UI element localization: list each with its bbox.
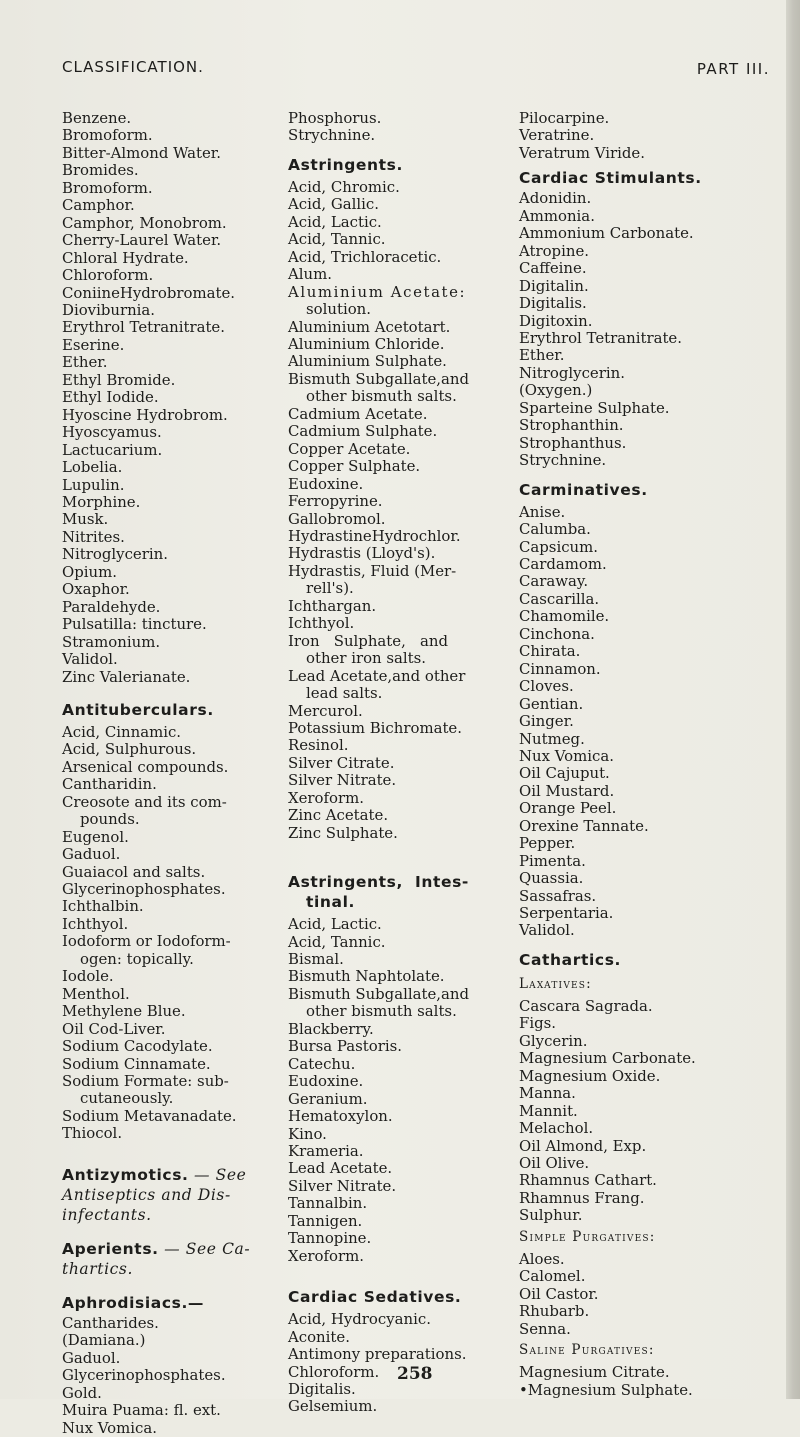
list-item: Camphor, Monobrom.: [62, 213, 227, 232]
list-item: Quassia.: [519, 869, 584, 888]
list-item: Ichthyol.: [62, 914, 129, 933]
list-item: Glycerinophosphates.: [62, 1366, 226, 1385]
list-item: Serpentaria.: [519, 904, 614, 923]
list-group: [62, 724, 270, 794]
list-item: Lead Acetate.: [288, 1159, 393, 1178]
list-item: Pimenta.: [519, 851, 586, 870]
list-item: Acid, Lactic.: [288, 915, 382, 934]
list-group: [288, 319, 502, 371]
list-item: Rhamnus Cathart.: [519, 1171, 657, 1190]
list-item: Pulsatilla: tincture.: [62, 615, 207, 634]
heading-aperients: Aperients. — See Ca-: [62, 1239, 251, 1258]
list-item: Nitroglycerin.: [519, 363, 625, 382]
list-item: Blackberry.: [288, 1019, 374, 1038]
heading-antizymotics-note: Antiseptics and Dis-: [62, 1185, 231, 1204]
list-item: Veratrum Viride.: [519, 143, 645, 162]
list-item: Camphor.: [62, 196, 135, 215]
column-3: [519, 110, 789, 1399]
heading-intestinal-astringents-cont: tinal.: [306, 893, 356, 912]
running-header: [62, 58, 770, 84]
list-item: Bismuth Naphtolate.: [288, 967, 445, 986]
list-item: Rhubarb.: [519, 1302, 590, 1321]
heading-cardiac-stimulants: Cardiac Stimulants.: [519, 169, 702, 188]
list-item: Opium.: [62, 562, 117, 581]
heading-intestinal-astringents: Astringents, Intes-: [288, 873, 469, 892]
list-item: Magnesium Citrate.: [519, 1363, 670, 1382]
list-item: Acid, Gallic.: [288, 195, 379, 214]
list-item: Nitrites.: [62, 527, 125, 546]
list-item: Ethyl Bromide.: [62, 370, 176, 389]
list-item: Chloroform.: [288, 1362, 380, 1381]
list-item: Dioviburnia.: [62, 300, 156, 319]
list-item: Bursa Pastoris.: [288, 1037, 402, 1056]
list-item: Zinc Valerianate.: [62, 667, 191, 686]
list-item: Ichthalbin.: [62, 897, 144, 916]
list-item: Alum.: [288, 265, 332, 284]
list-item: Ether.: [519, 346, 565, 365]
heading-cathartics: Cathartics.: [519, 950, 622, 969]
list-item: Cascara Sagrada.: [519, 996, 653, 1015]
list-item: Glycerin.: [519, 1031, 588, 1050]
list-item: Gelsemium.: [288, 1397, 378, 1416]
list-item: Strophanthin.: [519, 416, 624, 435]
list-item: Eudoxine.: [288, 1072, 364, 1091]
list-item: Catechu.: [288, 1054, 356, 1073]
list-item: Eserine.: [62, 335, 125, 354]
list-item: Pilocarpine.: [519, 109, 610, 127]
list-item: Cloves.: [519, 677, 574, 696]
list-item: Rhamnus Frang.: [519, 1188, 645, 1207]
list-item: Acid, Tannic.: [288, 932, 386, 951]
heading-astringents: Astringents.: [288, 155, 403, 174]
list-item: Tannopine.: [288, 1229, 372, 1248]
list-item: Cantharidin.: [62, 775, 157, 794]
list-item: Ichthargan.: [288, 596, 377, 615]
list-item: Sassafras.: [519, 886, 597, 905]
list-item: Bitter-Almond Water.: [62, 143, 221, 162]
list-item: Cinnamon.: [519, 659, 601, 678]
list-item: Pepper.: [519, 834, 576, 853]
list-item: Oil Castor.: [519, 1284, 599, 1303]
list-group: [62, 829, 270, 934]
list-item: Bromoform.: [62, 178, 153, 197]
list-item: •Magnesium Sulphate.: [519, 1380, 693, 1399]
list-item: Acid, Chromic.: [288, 177, 400, 196]
list-item: Lupulin.: [62, 475, 125, 494]
list-item: Chamomile.: [519, 607, 610, 626]
subheading-simple-purgatives: Simple Purgatives:: [519, 1228, 656, 1245]
list-item: Senna.: [519, 1319, 571, 1338]
list-item: Oil Almond, Exp.: [519, 1136, 647, 1155]
list-group: [288, 179, 502, 284]
list-item: Magnesium Oxide.: [519, 1066, 661, 1085]
list-item: Caraway.: [519, 572, 589, 591]
list-item: Anise.: [519, 502, 566, 521]
list-item: Aluminium Acetate: solution.: [288, 282, 467, 319]
list-item: Oxaphor.: [62, 580, 130, 599]
list-item: Benzene.: [62, 109, 132, 127]
list-item: Tannigen.: [288, 1211, 363, 1230]
heading-antizymotics-note: infectants.: [62, 1205, 152, 1224]
list-item: Sodium Formate: sub- cutaneously.: [62, 1072, 229, 1108]
list-item: Antimony preparations.: [288, 1345, 467, 1364]
list-item: Digitalin.: [519, 276, 589, 295]
list-item: Cinchona.: [519, 624, 595, 643]
list-item: Cardamom.: [519, 554, 607, 573]
list-item: Figs.: [519, 1014, 557, 1033]
list-group: [62, 968, 270, 1073]
list-item: Validol.: [62, 650, 118, 669]
list-item: Potassium Bichromate.: [288, 718, 462, 737]
list-item: Veratrine.: [519, 126, 595, 145]
list-item: HydrastineHydrochlor.: [288, 526, 461, 545]
list-item: Iron Sulphate, and other iron salts.: [288, 631, 449, 668]
heading-antizymotics: Antizymotics. — See: [62, 1165, 247, 1184]
list-item: Creosote and its com- pounds.: [62, 792, 227, 829]
header-part-label: PART III.: [696, 60, 770, 78]
list-item: Copper Acetate.: [288, 439, 411, 458]
list-item: Strophanthus.: [519, 433, 627, 452]
list-item: Strychnine.: [288, 126, 376, 145]
list-item: Mercurol.: [288, 701, 363, 720]
list-item: Cadmium Acetate.: [288, 404, 428, 423]
list-group: [62, 110, 270, 686]
list-item: Arsenical compounds.: [62, 757, 229, 776]
list-item: Erythrol Tetranitrate.: [519, 328, 682, 347]
list-item: Hydrastis, Fluid (Mer-: [288, 561, 457, 580]
list-item: Aluminium Sulphate.: [288, 352, 447, 371]
list-item: Atropine.: [519, 241, 589, 260]
list-group: [288, 1021, 502, 1265]
heading-antituberculars: Antituberculars.: [62, 700, 214, 719]
list-item: Hyoscyamus.: [62, 423, 162, 442]
list-item: Lead Acetate,and other lead salts.: [288, 666, 466, 703]
list-item: Guaiacol and salts.: [62, 862, 206, 881]
header-section-title: CLASSIFICATION.: [62, 58, 204, 76]
list-item: Cherry-Laurel Water.: [62, 231, 222, 250]
list-item: Magnesium Carbonate.: [519, 1049, 696, 1068]
list-item: Ethyl Iodide.: [62, 388, 159, 407]
subheading-laxatives: Laxatives:: [519, 975, 592, 992]
list-group: [519, 110, 789, 162]
list-item: Melachol.: [519, 1119, 594, 1138]
list-item: Gaduol.: [62, 845, 121, 864]
list-group: [519, 998, 789, 1225]
list-item: Manna.: [519, 1084, 576, 1103]
list-item: Adonidin.: [519, 189, 592, 208]
list-item: Erythrol Tetranitrate.: [62, 318, 225, 337]
list-item: Digitalis.: [519, 294, 587, 313]
list-item: Acid, Tannic.: [288, 230, 386, 249]
list-item: Caffeine.: [519, 259, 587, 278]
list-item: Acid, Trichloracetic.: [288, 247, 442, 266]
list-item: Eudoxine.: [288, 474, 364, 493]
list-item: Aloes.: [519, 1249, 565, 1268]
list-item: Lobelia.: [62, 458, 123, 477]
list-group: [288, 703, 502, 843]
list-item: Morphine.: [62, 492, 141, 511]
list-item: Iodole.: [62, 967, 114, 986]
heading-cardiac-sedatives: Cardiac Sedatives.: [288, 1288, 462, 1307]
heading-carminatives: Carminatives.: [519, 480, 648, 499]
list-item: Copper Sulphate.: [288, 457, 421, 476]
list-item: Strychnine.: [519, 451, 607, 470]
list-item: Aluminium Acetotart.: [288, 317, 451, 336]
list-item: Ferropyrine.: [288, 492, 383, 511]
list-item: Bismuth Subgallate,and: [288, 984, 470, 1003]
list-item: Iodoform or Iodoform- ogen: topically.: [62, 932, 231, 968]
list-item: (Damiana.): [62, 1331, 146, 1350]
list-item: Ammonium Carbonate.: [519, 224, 694, 243]
list-item: Oil Olive.: [519, 1154, 590, 1173]
list-item: Musk.: [62, 510, 109, 529]
list-group: [62, 1108, 270, 1143]
list-item: Tannalbin.: [288, 1194, 368, 1213]
list-item: Muira Puama: fl. ext.: [62, 1401, 221, 1420]
list-item: Acid, Cinnamic.: [62, 722, 182, 741]
heading-aperients-note: thartics.: [62, 1259, 134, 1278]
list-group: [288, 110, 502, 145]
list-item: Silver Citrate.: [288, 753, 395, 772]
list-item: Stramonium.: [62, 632, 161, 651]
list-item: Menthol.: [62, 984, 130, 1003]
list-item: Cascarilla.: [519, 589, 600, 608]
list-item: Nux Vomica.: [519, 746, 614, 765]
list-item: Paraldehyde.: [62, 597, 161, 616]
list-item: Glycerinophosphates.: [62, 880, 226, 899]
list-item: Bromides.: [62, 161, 139, 180]
list-item: Digitalis.: [288, 1380, 356, 1398]
list-item: Hydrastis (Lloyd's).: [288, 544, 436, 563]
list-item: Bismuth Subgallate,and other bismuth salts.: [288, 369, 470, 406]
list-item: Bismal.: [288, 950, 344, 969]
list-item: Resinol.: [288, 736, 349, 755]
list-item: Eugenol.: [62, 827, 129, 846]
list-item: Bromoform.: [62, 126, 153, 145]
list-group: [288, 1311, 502, 1416]
list-item: Acid, Sulphurous.: [62, 740, 197, 759]
list-item: Silver Nitrate.: [288, 1176, 397, 1195]
list-item: Oil Cajuput.: [519, 764, 610, 783]
list-item: Xeroform.: [288, 1246, 364, 1265]
list-item: Ichthyol.: [288, 614, 355, 633]
column-1: [62, 110, 270, 1437]
list-item: Mannit.: [519, 1101, 578, 1120]
list-item: Phosphorus.: [288, 109, 382, 127]
list-item: Nutmeg.: [519, 729, 585, 748]
list-item: Zinc Sulphate.: [288, 823, 398, 842]
list-item: Gallobromol.: [288, 509, 386, 528]
list-item: Nux Vomica.: [62, 1418, 157, 1437]
list-item: Aconite.: [288, 1327, 350, 1346]
list-item: Sodium Metavanadate.: [62, 1106, 237, 1125]
list-item: Orange Peel.: [519, 799, 617, 818]
list-item: Cadmium Sulphate.: [288, 422, 438, 441]
heading-aphrodisiacs: Aphrodisiacs.—: [62, 1293, 205, 1312]
list-item: Kino.: [288, 1124, 327, 1143]
list-item: Ginger.: [519, 712, 574, 731]
list-group: [519, 190, 789, 469]
list-item: Acid, Hydrocyanic.: [288, 1310, 431, 1329]
list-item: Hyoscine Hydrobrom.: [62, 405, 228, 424]
list-item: Sulphur.: [519, 1206, 583, 1225]
list-item: Hematoxylon.: [288, 1107, 393, 1126]
list-group: [288, 916, 502, 1003]
list-item: Validol.: [519, 921, 575, 940]
list-item: Gaduol.: [62, 1348, 121, 1367]
list-item: Calomel.: [519, 1267, 586, 1286]
list-item: Gold.: [62, 1383, 102, 1402]
list-item: other bismuth salts.: [306, 1002, 457, 1021]
list-item: Aluminium Chloride.: [288, 334, 445, 353]
list-item: Lactucarium.: [62, 440, 163, 459]
list-item: Nitroglycerin.: [62, 545, 168, 564]
list-group: [519, 1364, 789, 1399]
list-item: Digitoxin.: [519, 311, 593, 330]
list-item: Krameria.: [288, 1142, 364, 1161]
list-group: [519, 504, 789, 940]
list-item: Ether.: [62, 353, 108, 372]
list-item: Sparteine Sulphate.: [519, 398, 670, 417]
subheading-saline-purgatives: Saline Purgatives:: [519, 1342, 655, 1359]
list-item: Silver Nitrate.: [288, 771, 397, 790]
list-item: Gentian.: [519, 694, 584, 713]
list-group: [288, 598, 502, 633]
page-number: 258: [397, 1364, 433, 1384]
list-item: Zinc Acetate.: [288, 806, 389, 825]
list-group: [519, 1251, 789, 1338]
list-item: Capsicum.: [519, 537, 598, 556]
list-item: (Oxygen.): [519, 381, 593, 400]
list-item: Orexine Tannate.: [519, 816, 649, 835]
column-2: [288, 110, 502, 1416]
list-item: Sodium Cinnamate.: [62, 1054, 211, 1073]
list-item: Geranium.: [288, 1089, 368, 1108]
list-item: Thiocol.: [62, 1124, 123, 1143]
list-item: Chloroform.: [62, 266, 154, 285]
list-item: Xeroform.: [288, 788, 364, 807]
list-item: rell's).: [306, 579, 354, 598]
list-item: Sodium Cacodylate.: [62, 1037, 213, 1056]
list-item: ConiineHydrobromate.: [62, 283, 236, 302]
list-item: Oil Cod-Liver.: [62, 1019, 166, 1038]
list-item: Ammonia.: [519, 206, 595, 225]
list-group: [62, 1315, 270, 1437]
list-item: Calumba.: [519, 520, 591, 539]
list-item: Oil Mustard.: [519, 781, 615, 800]
list-item: Cantharides.: [62, 1313, 159, 1332]
list-item: Methylene Blue.: [62, 1002, 186, 1021]
list-item: Chloral Hydrate.: [62, 248, 189, 267]
list-item: Acid, Lactic.: [288, 212, 382, 231]
list-item: Chirata.: [519, 642, 581, 661]
list-group: [288, 406, 502, 581]
